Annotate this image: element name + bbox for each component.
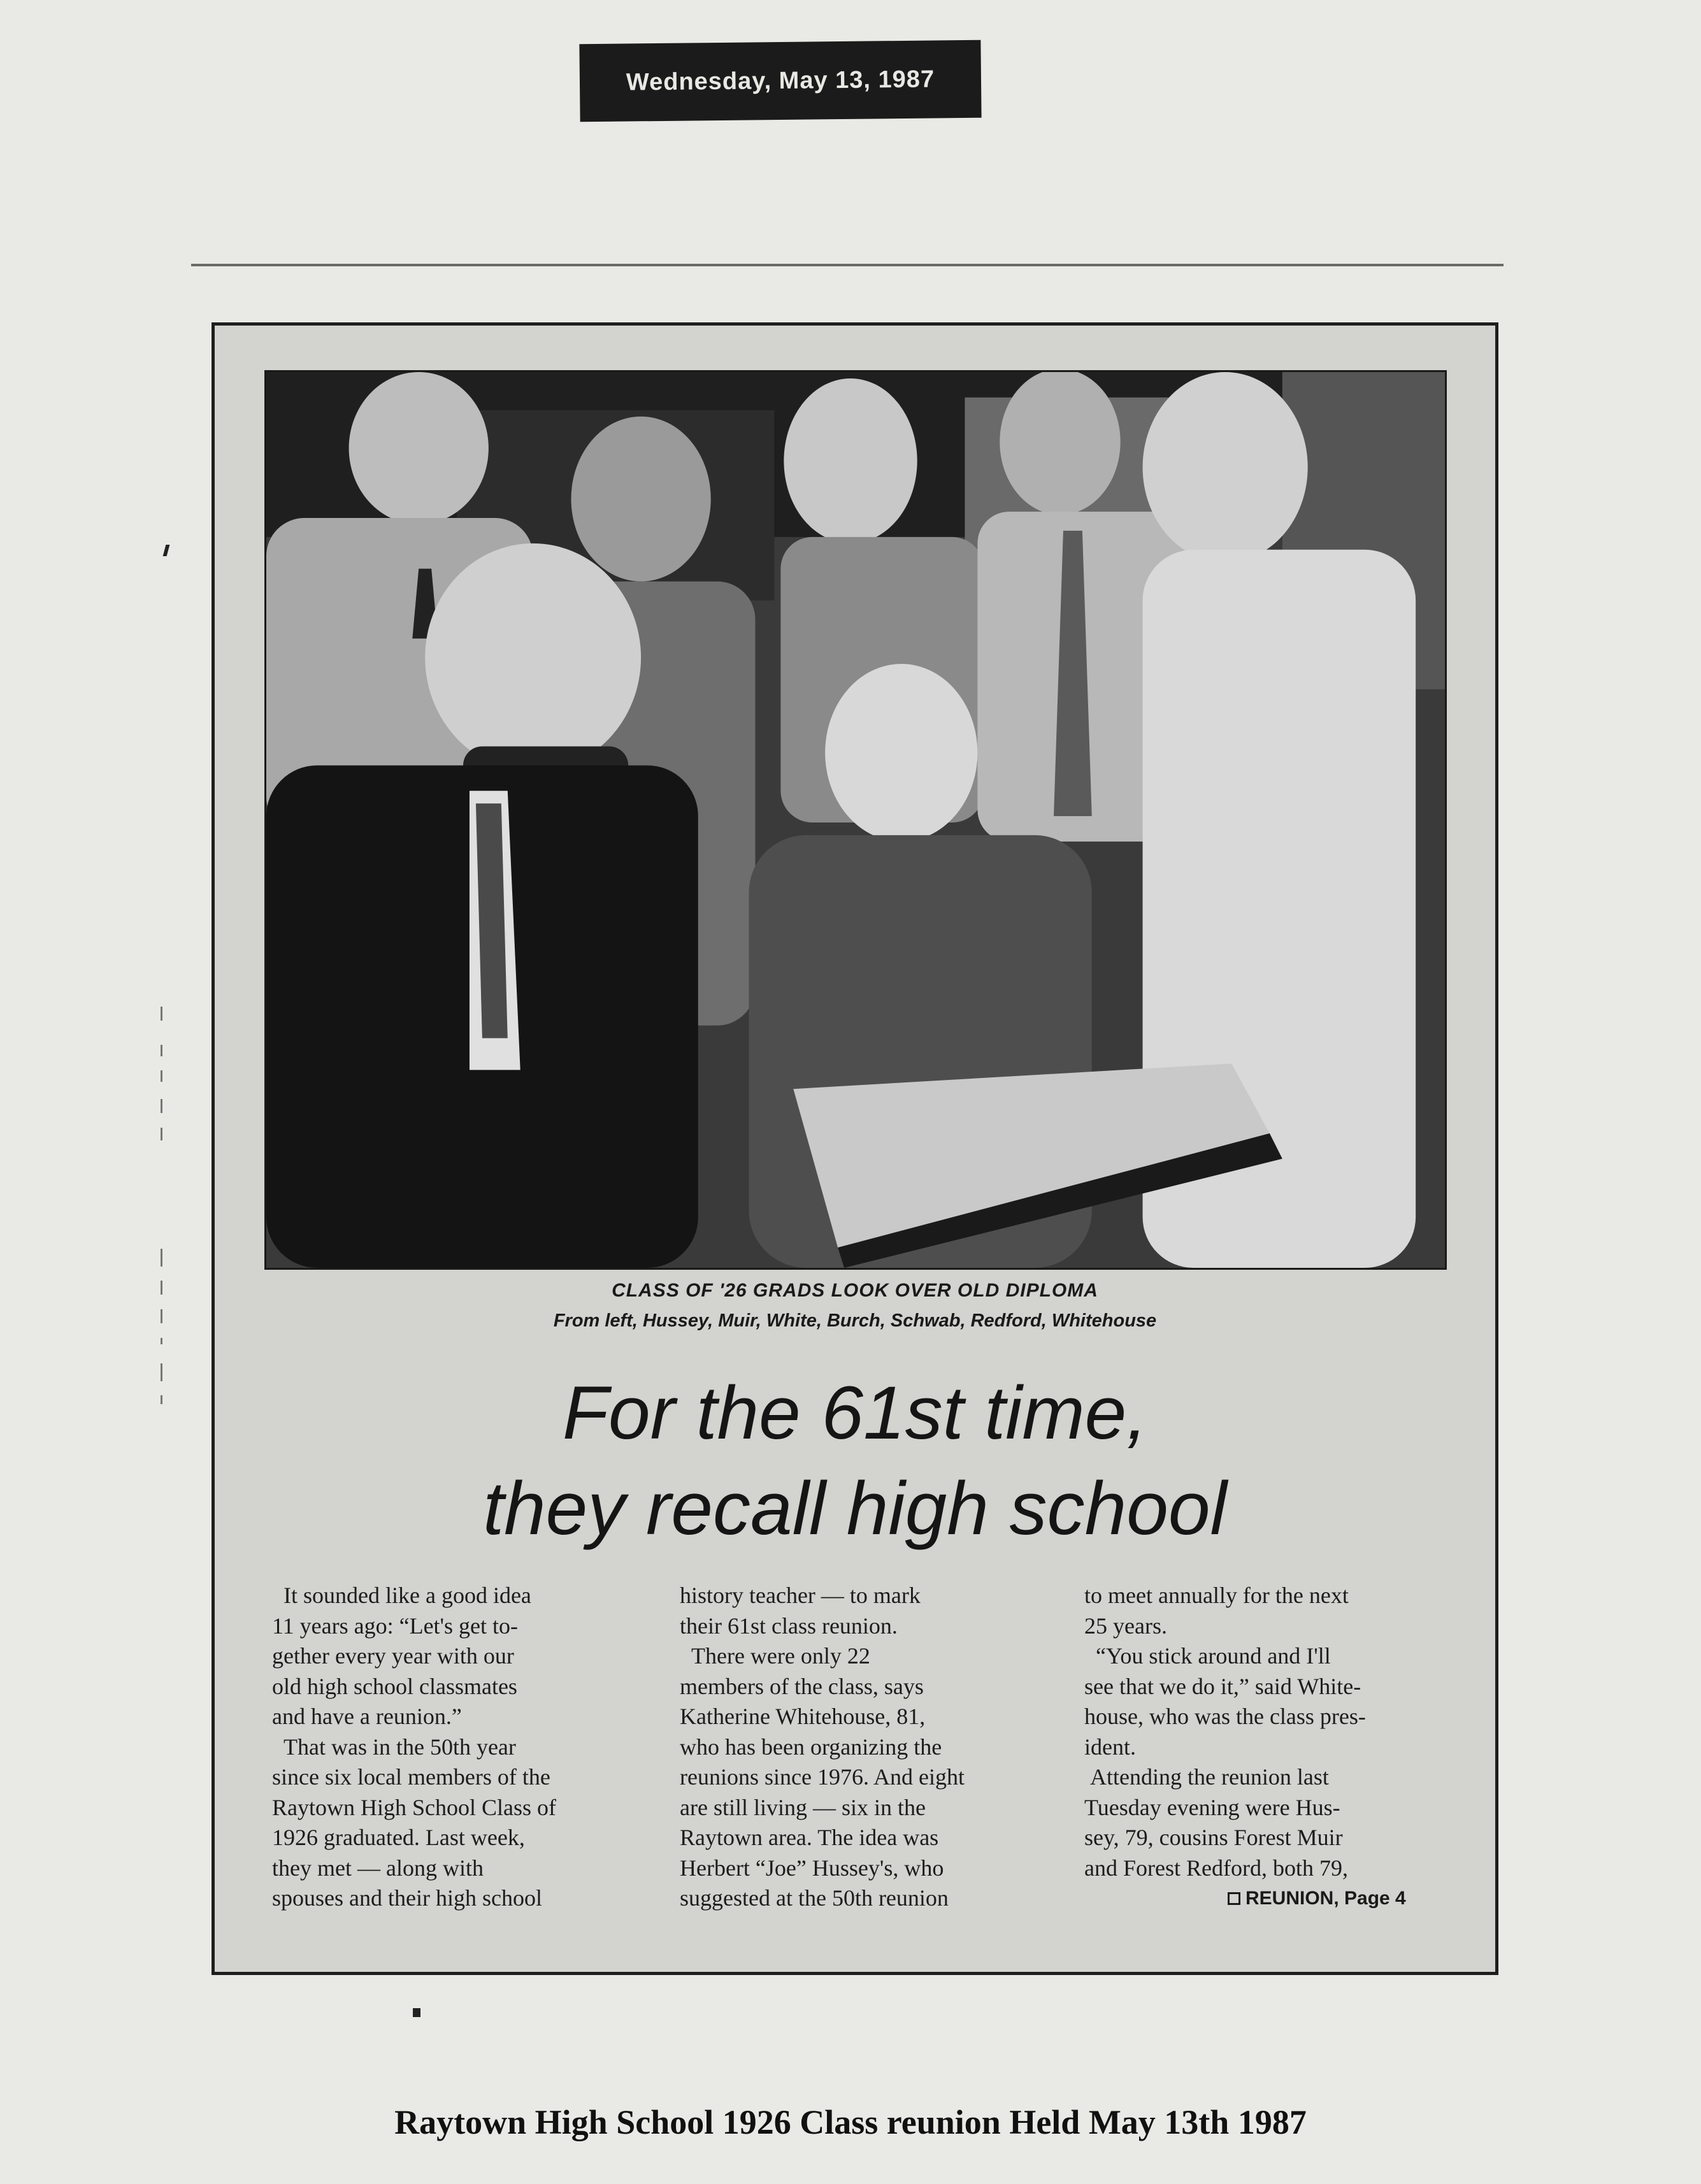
text-line: Katherine Whitehouse, 81, bbox=[680, 1704, 926, 1729]
text-line: see that we do it,” said White- bbox=[1084, 1673, 1361, 1699]
article-column-2 bbox=[680, 1581, 1062, 1914]
text-line: suggested at the 50th reunion bbox=[680, 1885, 949, 1911]
text-line: they met — along with bbox=[272, 1855, 484, 1881]
margin-dot bbox=[413, 2008, 420, 2017]
text-line: sey, 79, cousins Forest Muir bbox=[1084, 1825, 1343, 1850]
date-text: Wednesday, May 13, 1987 bbox=[626, 65, 935, 96]
photo-caption-names: From left, Hussey, Muir, White, Burch, Schwab, Redford, Whitehouse bbox=[553, 1311, 1157, 1331]
photo-illustration bbox=[266, 372, 1445, 1268]
margin-mark bbox=[163, 545, 170, 556]
text-line: Tuesday evening were Hus- bbox=[1084, 1794, 1340, 1820]
text-line: 1926 graduated. Last week, bbox=[272, 1825, 525, 1850]
photo-caption-title: CLASS OF '26 GRADS LOOK OVER OLD DIPLOMA bbox=[612, 1280, 1098, 1301]
text-line: That was in the 50th year bbox=[272, 1734, 516, 1760]
text-line: to meet annually for the next bbox=[1084, 1583, 1349, 1608]
text-line: Raytown area. The idea was bbox=[680, 1825, 939, 1850]
text-line: house, who was the class pres- bbox=[1084, 1704, 1366, 1729]
date-clipping bbox=[579, 40, 981, 122]
text-line: It sounded like a good idea bbox=[272, 1583, 531, 1608]
newspaper-clipping bbox=[212, 322, 1498, 1975]
text-line: There were only 22 bbox=[680, 1643, 870, 1669]
continued-reference bbox=[1228, 1888, 1406, 1909]
text-line: old high school classmates bbox=[272, 1673, 517, 1699]
headline-line-2: they recall high school bbox=[483, 1467, 1227, 1551]
text-line: “You stick around and I'll bbox=[1084, 1643, 1331, 1669]
text-line: and Forest Redford, both 79, bbox=[1084, 1855, 1348, 1881]
text-line: Raytown High School Class of bbox=[272, 1794, 556, 1820]
article-column-1 bbox=[272, 1581, 654, 1914]
horizontal-rule bbox=[191, 264, 1504, 266]
text-line: history teacher — to mark bbox=[680, 1583, 921, 1608]
text-line: and have a reunion.” bbox=[272, 1704, 462, 1729]
text-line: are still living — six in the bbox=[680, 1794, 926, 1820]
text-line: members of the class, says bbox=[680, 1673, 924, 1699]
text-line: who has been organizing the bbox=[680, 1734, 942, 1760]
text-line: 11 years ago: “Let's get to- bbox=[272, 1613, 519, 1639]
text-line: 25 years. bbox=[1084, 1613, 1167, 1639]
headline-line-1: For the 61st time, bbox=[562, 1371, 1148, 1455]
article-column-3 bbox=[1084, 1581, 1467, 1883]
text-line: gether every year with our bbox=[272, 1643, 514, 1669]
text-line: since six local members of the bbox=[272, 1764, 550, 1790]
text-line: their 61st class reunion. bbox=[680, 1613, 898, 1639]
text-line: spouses and their high school bbox=[272, 1885, 542, 1911]
text-line: ident. bbox=[1084, 1734, 1136, 1760]
checkbox-square-icon bbox=[1228, 1892, 1240, 1905]
text-line: reunions since 1976. And eight bbox=[680, 1764, 965, 1790]
headline bbox=[215, 1365, 1495, 1556]
text-line: Herbert “Joe” Hussey's, who bbox=[680, 1855, 944, 1881]
text-line: Attending the reunion last bbox=[1084, 1764, 1329, 1790]
footer-caption: Raytown High School 1926 Class reunion Held May 13th 1987 bbox=[394, 2103, 1307, 2141]
margin-marks bbox=[161, 1007, 173, 1440]
reunion-photo bbox=[264, 370, 1447, 1270]
continued-label: REUNION, Page 4 bbox=[1245, 1888, 1406, 1909]
